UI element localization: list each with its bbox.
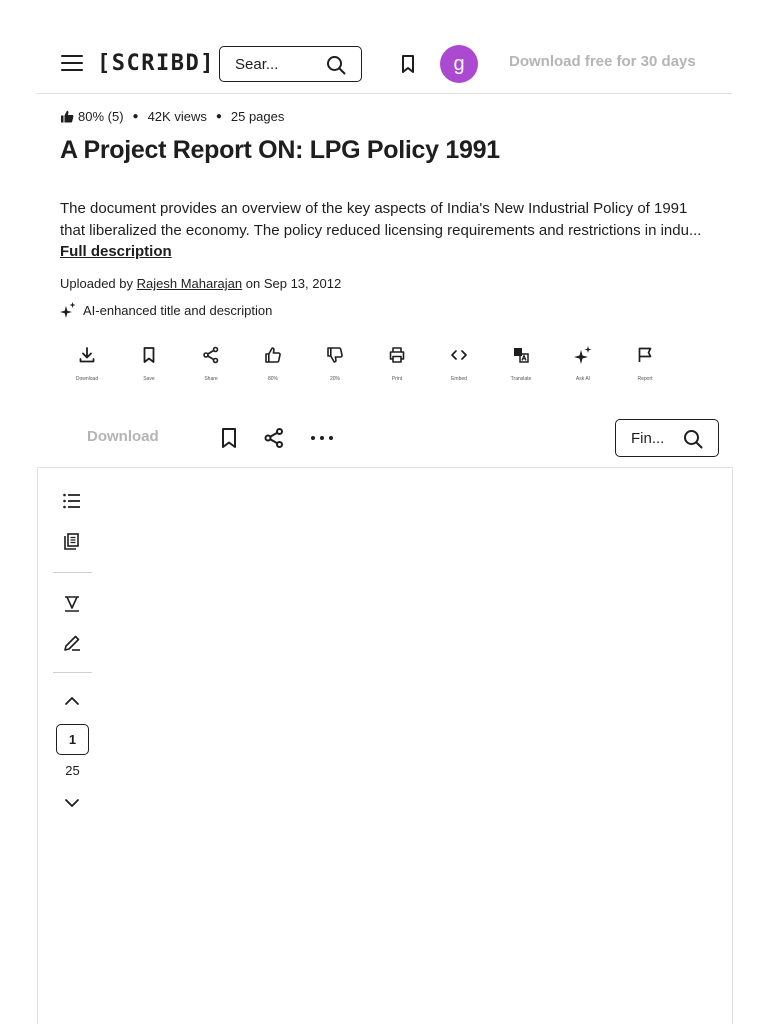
free-trial-link[interactable]: Download free for 30 days [509,53,696,70]
action-embed[interactable]: Embed [428,346,490,382]
table-of-contents-icon[interactable] [62,492,82,510]
text-size-icon[interactable] [62,593,82,613]
page-thumbnails-icon[interactable] [62,532,82,552]
action-report[interactable]: Report [614,346,676,382]
share-icon [202,346,220,364]
action-share[interactable]: Share [180,346,242,382]
sparkle-icon [574,346,592,364]
more-options-icon[interactable] [310,434,334,442]
saved-bookmark-icon[interactable] [399,54,417,74]
action-download[interactable]: Download [56,346,118,382]
rating-text: 80% (5) [78,109,124,124]
print-icon [388,346,406,364]
uploader-link[interactable]: Rajesh Maharajan [136,276,243,291]
action-translate[interactable]: Translate [490,346,552,382]
avatar[interactable]: g [440,45,478,83]
toolbar-download-button[interactable]: Download [87,428,159,445]
toolbar-bookmark-icon[interactable] [219,427,239,449]
document-description [60,198,710,263]
embed-icon [450,346,468,364]
sidebar-divider [53,572,92,573]
action-ask-ai[interactable]: Ask AI [552,346,614,382]
action-print[interactable]: Print [366,346,428,382]
top-header [0,0,768,94]
sidebar-divider [53,672,92,673]
ai-enhanced-note: AI-enhanced title and description [60,302,272,318]
action-like[interactable]: 80% [242,346,304,382]
toolbar-share-icon[interactable] [263,427,285,449]
action-save[interactable]: Save [118,346,180,382]
upload-info: Uploaded by Rajesh Maharajan on Sep 13, 2012 [60,276,342,291]
bookmark-icon [140,346,158,364]
page-title: A Project Report ON: LPG Policy 1991 [60,136,500,164]
full-description-link[interactable]: Full description [60,243,172,260]
search-input[interactable] [219,46,362,82]
find-placeholder: Fin... [631,429,665,447]
flag-icon [636,346,654,364]
pages-text: 25 pages [230,109,285,124]
document-viewer[interactable] [37,467,733,1024]
translate-icon [512,346,530,364]
find-in-document-input[interactable] [615,419,719,457]
search-icon[interactable] [326,55,346,75]
download-icon [78,346,96,364]
thumbs-up-filled-icon [60,110,74,123]
action-dislike[interactable]: 20% [304,346,366,382]
annotate-pencil-icon[interactable] [62,633,82,653]
total-pages: 25 [65,763,80,778]
current-page-input[interactable]: 1 [56,724,89,755]
search-icon[interactable] [683,429,703,449]
document-stats: 80% (5) ● 42K views ● 25 pages [60,109,284,124]
document-actions [56,346,676,382]
chevron-down-icon[interactable] [62,796,82,810]
description-text: The document provides an overview of the key aspects of India's New Industrial Policy of 1991 that liberalized the economy. The policy reduced licensing requirements and restrictions in indu... [60,200,702,239]
sparkle-icon [60,302,76,318]
scribd-logo[interactable]: [SCRIBD] [97,51,215,76]
header-divider [37,93,732,94]
views-text: 42K views [147,109,207,124]
search-placeholder: Sear... [235,55,279,73]
chevron-up-icon[interactable] [62,694,82,708]
thumbs-down-icon [326,346,344,364]
menu-icon[interactable] [61,55,83,71]
thumbs-up-icon [264,346,282,364]
